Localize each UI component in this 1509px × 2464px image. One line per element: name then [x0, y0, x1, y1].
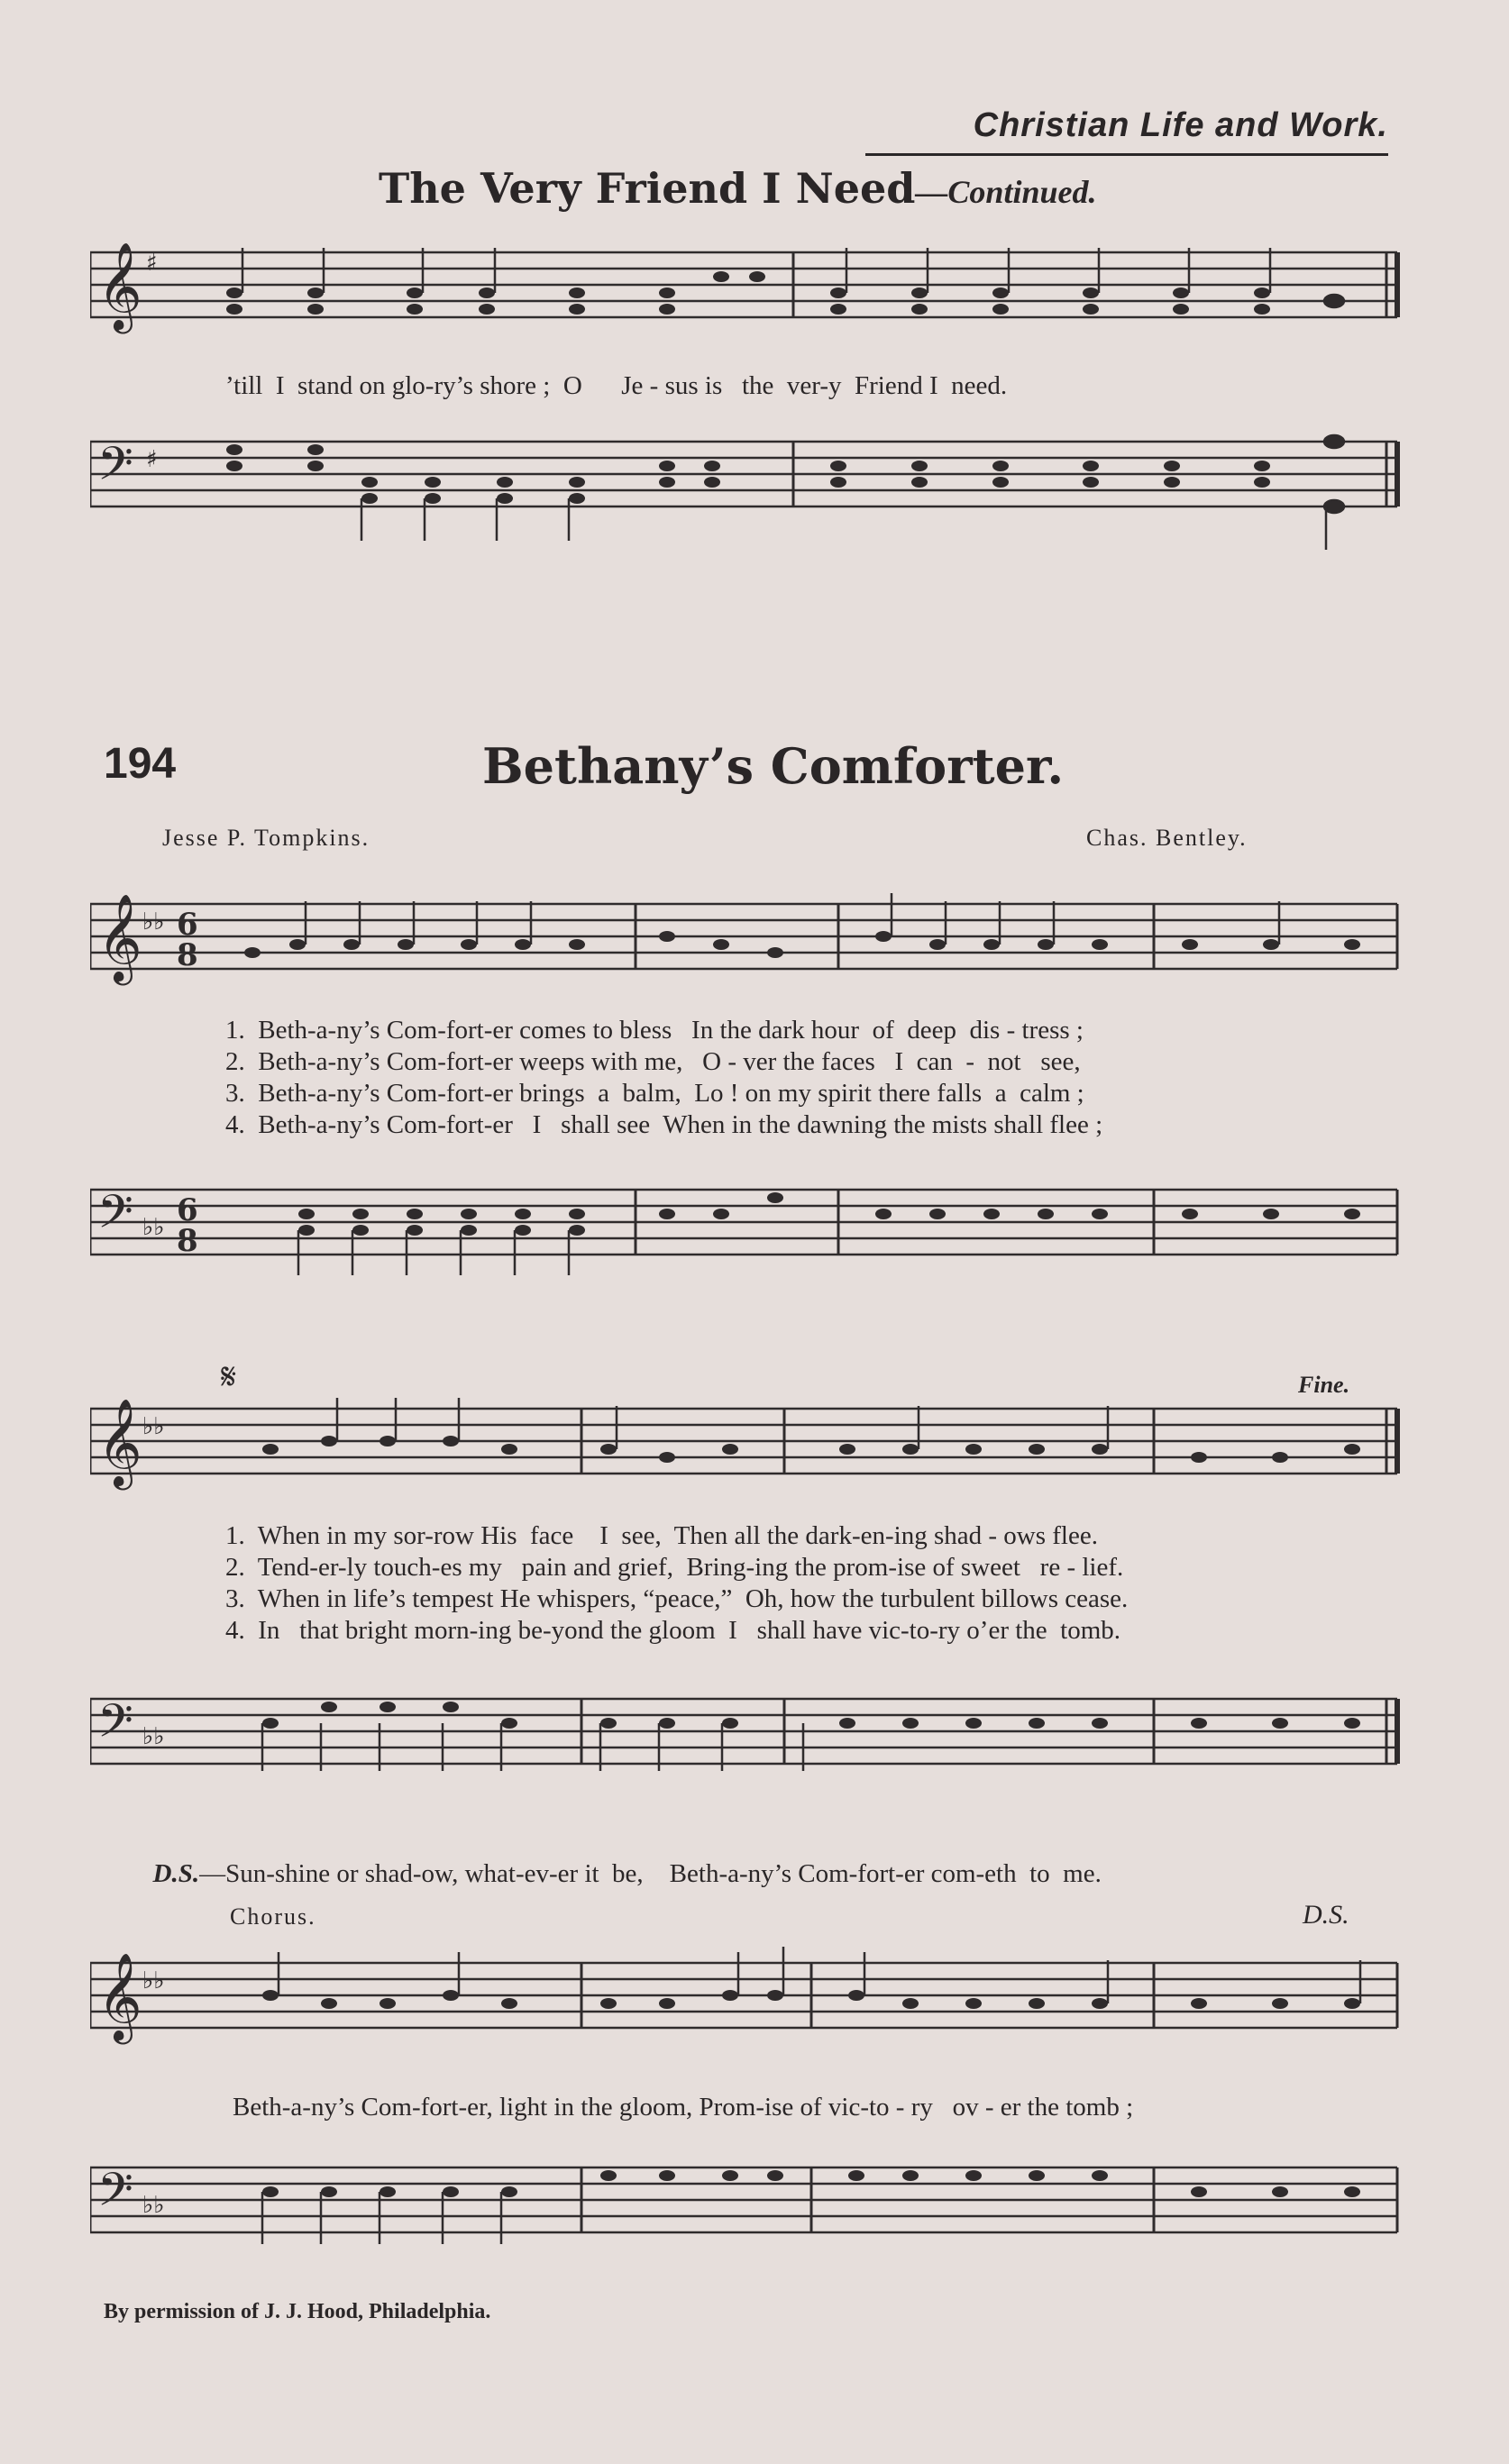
verse-a-line-2: 2. Beth-a-ny’s Com-fort-er weeps with me, O - ver the faces I can - not see,: [225, 1047, 1081, 1076]
verse-b-line-1: 1. When in my sor-row His face I see, Then all the dark-en-ing shad - ows flee.: [225, 1521, 1098, 1550]
svg-text:♭♭: ♭♭: [142, 1723, 165, 1750]
continued-hymn-title: [379, 164, 1096, 213]
svg-text:𝄢: 𝄢: [97, 2162, 133, 2228]
continued-lyric: ’till I stand on glo-ry’s shore ; O Je - sus is the ver-y Friend I need.: [225, 371, 1008, 400]
continued-bass-notes: [226, 435, 1344, 550]
system1-treble-notes: [244, 893, 1360, 958]
continued-bass-staff: [90, 415, 1406, 559]
continued-label: —Continued.: [915, 174, 1097, 210]
svg-text:♭♭: ♭♭: [142, 1214, 165, 1241]
chorus-treble-staff: [90, 1947, 1406, 2064]
verse-a-line-1: 1. Beth-a-ny’s Com-fort-er comes to bless In the dark hour of deep dis - tress ;: [225, 1016, 1084, 1045]
svg-text:8: 8: [177, 937, 198, 973]
svg-text:𝄢: 𝄢: [97, 436, 133, 502]
verse-b-line-3: 3. When in life’s tempest He whispers, “peace,” Oh, how the turbulent billows cease.: [225, 1584, 1129, 1613]
ds-marker: D.S.: [1303, 1900, 1349, 1930]
ds-line-text: —Sun-shine or shad-ow, what-ev-er it be, Beth-a-ny’s Com-fort-er com-eth to me.: [199, 1859, 1102, 1888]
verse-a-line-4: 4. Beth-a-ny’s Com-fort-er I shall see When in the dawning the mists shall flee ;: [225, 1110, 1103, 1139]
section-header: Christian Life and Work.: [973, 106, 1388, 144]
verse-a-line-3: 3. Beth-a-ny’s Com-fort-er brings a balm, Lo ! on my spirit there falls a calm ;: [225, 1079, 1084, 1108]
svg-text:𝄞: 𝄞: [97, 242, 142, 330]
svg-text:6: 6: [177, 907, 198, 943]
svg-text:♭♭: ♭♭: [142, 908, 165, 935]
svg-text:𝄞: 𝄞: [97, 1398, 142, 1486]
svg-text:𝄞: 𝄞: [97, 893, 142, 981]
svg-text:𝄢: 𝄢: [97, 1693, 133, 1759]
chorus-label: Chorus.: [230, 1903, 316, 1930]
ds-line: [140, 1830, 1102, 1889]
svg-text:8: 8: [177, 1223, 198, 1259]
chorus-lyric: Beth-a-ny’s Com-fort-er, light in the gloom, Prom-ise of vic-to - ry ov - er the tomb ;: [233, 2093, 1134, 2122]
verse-b-line-2: 2. Tend-er-ly touch-es my pain and grief, Bring-ing the prom-ise of sweet re - lief.: [225, 1553, 1124, 1582]
system2-bass-staff: [90, 1676, 1406, 1811]
svg-text:♭♭: ♭♭: [142, 2192, 165, 2219]
svg-text:6: 6: [177, 1192, 198, 1228]
hymn-title: Bethany’s Comforter.: [482, 737, 1065, 795]
permission-note: By permission of J. J. Hood, Philadelphia.: [104, 2300, 491, 2323]
system2-treble-staff: [90, 1392, 1406, 1510]
segno-sign: 𝄋: [221, 1356, 237, 1398]
verse-b-line-4: 4. In that bright morn-ing be-yond the gloom I shall have vic-to-ry o’er the tomb.: [225, 1616, 1121, 1645]
svg-text:♭♭: ♭♭: [142, 1413, 165, 1440]
svg-text:♯: ♯: [146, 250, 158, 277]
svg-text:♯: ♯: [146, 446, 158, 473]
fine-label: Fine.: [1298, 1372, 1350, 1398]
ds-line-label: D.S.: [152, 1859, 200, 1888]
svg-text:♭♭: ♭♭: [142, 1967, 165, 1994]
continued-treble-staff: [90, 234, 1406, 360]
svg-text:𝄢: 𝄢: [97, 1184, 133, 1250]
continued-title-text: The Very Friend I Need: [379, 164, 916, 213]
hymn-composer: Chas. Bentley.: [1086, 825, 1248, 851]
continued-treble-notes: [226, 248, 1344, 315]
hymn-number: 194: [104, 740, 177, 788]
system1-bass-staff: [90, 1163, 1406, 1298]
system2-bass-notes: [262, 1702, 1360, 1771]
system1-treble-staff: [90, 888, 1406, 1005]
header-rule: [865, 153, 1388, 156]
hymn-author: Jesse P. Tompkins.: [162, 825, 370, 851]
svg-text:𝄞: 𝄞: [97, 1952, 142, 2040]
chorus-bass-staff: [90, 2140, 1406, 2280]
